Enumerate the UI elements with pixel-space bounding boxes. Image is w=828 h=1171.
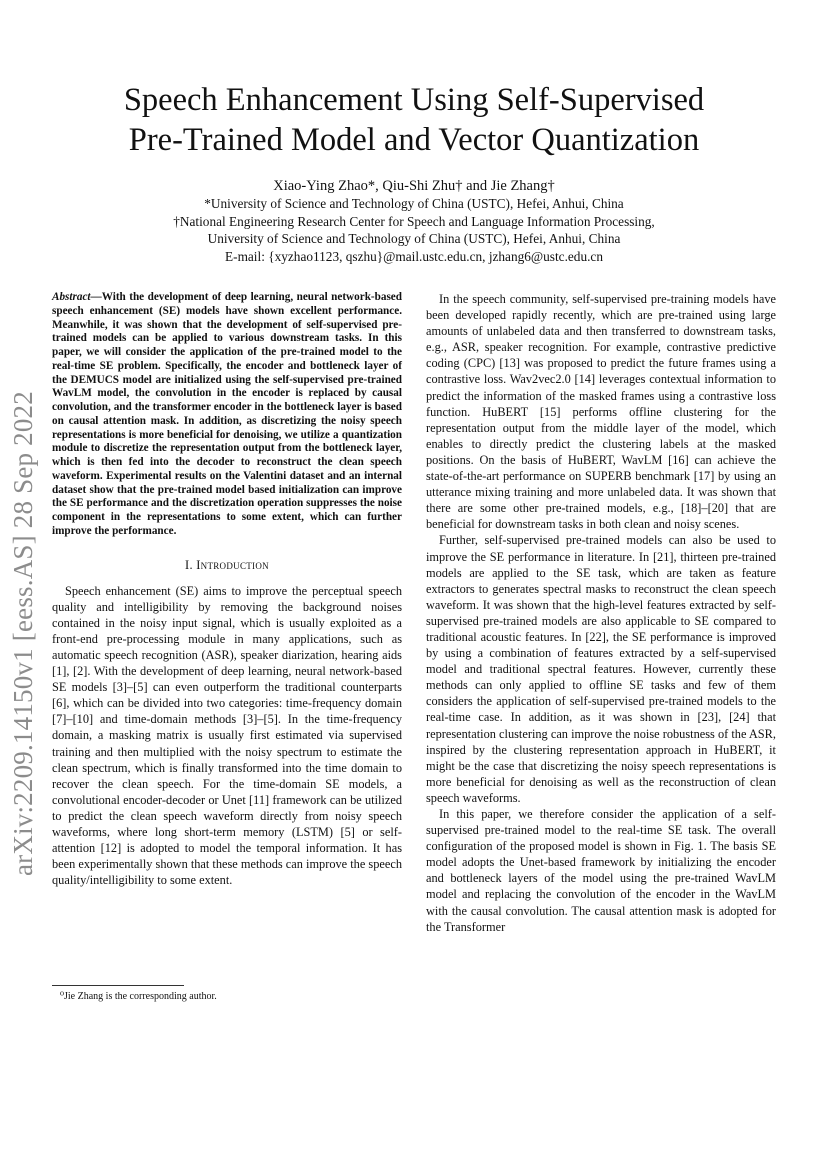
author-list: Xiao-Ying Zhao*, Qiu-Shi Zhu† and Jie Zhang† <box>273 178 555 194</box>
arxiv-side-watermark: arXiv:2209.14150v1 [eess.AS] 28 Sep 2022 <box>8 391 38 876</box>
section-heading-introduction: I. Introduction <box>185 557 269 572</box>
title-line-1: Speech Enhancement Using Self-Supervised <box>123 82 705 118</box>
body-paragraph: Further, self-supervised pre-trained models can also be used to improve the SE performance in literature. In [21], thirteen pre-trained models are applied to the SE task, which are taken as feature extractors to generates spectral masks to reconstruct the clean speech waveform. It was shown that the high-level features extracted by self-supervised pre-trained models are also applicable to SE compared to traditional acoustic features. In [22], the SE performance is improved by using a combination of features extracted by a self-supervised model and traditional spectral features. However, currently these methods can only applied to offline SE tasks and few of them considers the application of self-supervised pre-trained models to the real-time case. In addition, as it was shown in [23], [24] that representation clustering can improve the noise robustness of the ASR, inspired by the clustering representation approach in HuBERT, it might be the case that discretizing the noisy speech representations is more beneficial for denoising as well as the reconstruction of clean speech waveforms. <box>426 533 776 805</box>
body-paragraph: In the speech community, self-supervised pre-training models have been developed rapidly recently, which are pre-trained using large amounts of unlabeled data and then transferred to downstream tasks, e.g., ASR, speaker recognition. For example, contrastive predictive coding (CPC) [13] was proposed to predict the future frames using a contrastive loss. Wav2vec2.0 [14] leverages contextual information to predict the information of the masked frames using a contrastive loss function. HuBERT [15] performs offline clustering for the representation output from the middle layer of the model, which enables to directly predict the clustering labels at the masked positions. On the basis of HuBERT, WavLM [16] can achieve the state-of-the-art performance on SUPERB benchmark [17] by using an utterance mixing training and more unlabeled data. It was shown that there are some other pre-trained models, e.g., [18]–[20] that are beneficial for downstream tasks in both clean and noisy scenes. <box>426 292 776 532</box>
abstract-text: —With the development of deep learning, neural network-based speech enhancement (SE) models have shown excellent performance. Meanwhile, it was shown that the development of self-supervised pre-trained models can be applied to various downstream tasks. In this paper, we will consider the application of the pre-trained model to the real-time SE problem. Specifically, the encoder and bottleneck layer of the DEMUCS model are initialized using the self-supervised pre-trained WavLM model, the convolution in the encoder is replaced by causal convolution, and the transformer encoder in the bottleneck layer is based on causal attention mask. In addition, as discretizing the noisy speech representations is more beneficial for denoising, we utilize a quantization module to discretize the representation output from the bottleneck layer, which is then fed into the decoder to reconstruct the clean speech waveform. Experimental results on the Valentini dataset and an internal dataset show that the pre-trained model based initialization can improve the SE performance and the discretization operation suppresses the noise component in the representations to some extent, which can further improve the performance. <box>52 291 402 537</box>
left-column <box>52 291 402 888</box>
body-paragraph: In this paper, we therefore consider the application of a self-supervised pre-trained model to the real-time SE task. The overall configuration of the proposed model is shown in Fig. 1. The basis SE model adopts the Unet-based framework by initializing the encoder and bottleneck layers of the model using the pre-trained WavLM model and replacing the convolution of the encoder in the WavLM with the causal convolution. The causal attention mask is adopted for the Transformer <box>426 807 776 934</box>
title-line-2: Pre-Trained Model and Vector Quantization <box>128 122 700 158</box>
footnote-divider <box>52 985 184 986</box>
abstract-label: Abstract <box>52 291 91 303</box>
abstract <box>52 291 402 539</box>
affiliations <box>60 195 768 265</box>
body-paragraph: Speech enhancement (SE) aims to improve the perceptual speech quality and intelligibility by removing the background noises contained in the noisy input signal, which is usually exploited as a front-end pre-processing module in many applications, such as automatic speech recognition (ASR), speaker diarization, hearing aids [1], [2]. With the development of deep learning, neural network-based SE models [3]–[5] can even outperform the traditional counterparts [6], which can be divided into two categories: time-frequency domain [7]–[10] and time-domain methods [3]–[5]. In the time-frequency domain, a masking matrix is usually first estimated via supervised training and then multiplied with the noisy spectrum to estimate the clean spectrum, which is finally transformed into the time domain to recover the clean speech. For the time-domain SE models, a convolutional encoder-decoder or Unet [11] framework can be utilized to predict the clean speech waveform directly from noisy speech waveforms, where long short-term memory (LSTM) [5] or self-attention [12] is adopted to model the temporal information. It has been experimentally shown that these methods can improve the speech quality/intelligibility to some extent. <box>52 583 402 888</box>
email-line: E-mail: {xyzhao1123, qszhu}@mail.ustc.edu.cn, jzhang6@ustc.edu.cn <box>225 248 603 264</box>
right-column <box>426 291 776 935</box>
paper-title <box>60 80 768 160</box>
footnote: ⁰Jie Zhang is the corresponding author. <box>60 991 217 1002</box>
affiliation-line: University of Science and Technology of China (USTC), Hefei, Anhui, China <box>207 231 621 246</box>
affiliation-line: *University of Science and Technology of China (USTC), Hefei, Anhui, China <box>204 196 624 211</box>
affiliation-line: †National Engineering Research Center for Speech and Language Information Processing, <box>173 213 655 229</box>
